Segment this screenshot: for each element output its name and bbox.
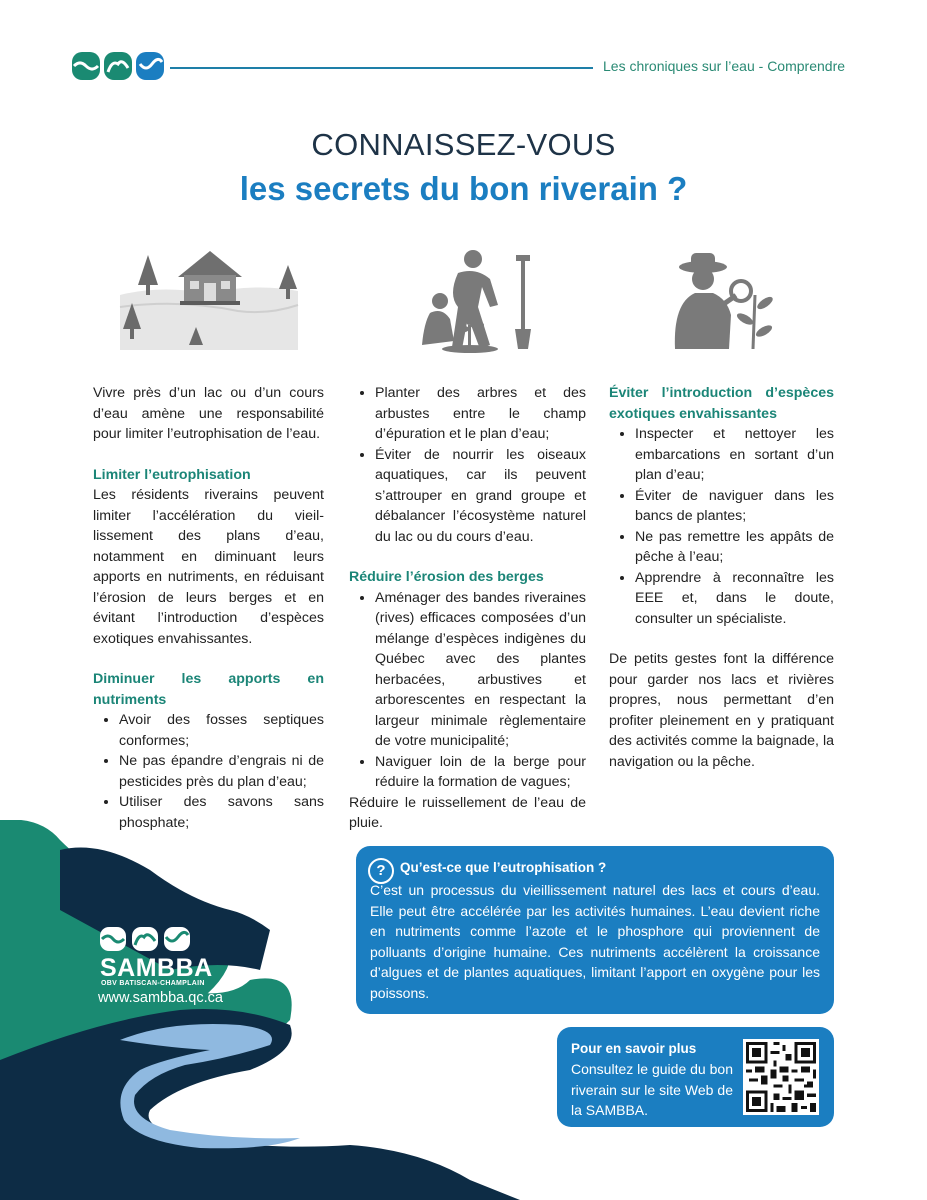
heading-limit-eutrophication: Limiter l’eutrophisation <box>93 466 251 483</box>
heading-reduce-nutrients: Diminuer les apports en nutriments <box>93 671 324 708</box>
list-item: • Ne pas épandre d’engrais ni de pesticides près du plan d’eau; <box>119 751 324 792</box>
list-item: • Planter des arbres et des arbustes entre le champ d’épuration et le plan d’eau; <box>375 383 586 445</box>
eutrophication-info-box <box>356 846 834 1014</box>
list-item: • Éviter de naviguer dans les bancs de plantes; <box>635 486 834 527</box>
house-trees-icon <box>118 245 300 355</box>
list-item: • Aménager des bandes riveraines (rives) efficaces composées d’un mélange d’espèces indigènes du Québec avec des plantes herbacées, arbustives et arborescentes en respectant la largeur minimale règlementaire de votre municipalité; <box>375 588 586 752</box>
page-title-line2: les secrets du bon riverain ? <box>239 170 688 207</box>
nutrients-list-continued <box>349 383 586 547</box>
header-rule <box>170 67 593 69</box>
series-title: Les chroniques sur l’eau - Comprendre <box>603 58 846 74</box>
list-item: • Avoir des fosses septiques conformes; <box>119 710 324 751</box>
page-title-line1: CONNAISSEZ-VOUS <box>311 127 616 162</box>
info-box-title: Qu’est-ce que l’eutrophisation ? <box>400 860 607 875</box>
org-subtitle: OBV BATISCAN-CHAMPLAIN <box>101 980 205 987</box>
intro-paragraph: Vivre près d’un lac ou d’un cours d’eau amène une responsabilité pour limiter l’eutrophisation de l’eau. <box>93 385 324 442</box>
question-circle-icon: ? <box>368 858 394 884</box>
nutrients-list <box>93 710 324 833</box>
column-3 <box>609 383 834 772</box>
column-1 <box>93 383 324 833</box>
list-item: • Naviguer loin de la berge pour réduire la formation de vagues; <box>375 752 586 793</box>
qr-code-icon[interactable] <box>743 1039 819 1115</box>
info-box-body: C’est un processus du vieillissement naturel des lacs et cours d’eau. Elle peut être accélérée par les activités humaines. L’eau devient riche en nutriments comme l’azote et le phosphore qui proviennent de polluants d’origine humaine. Ces nutriments accélèrent la croissance d’algues et de plantes aquatiques, limitant l’apport en oxygène pour les poissons. <box>370 882 820 1001</box>
invasive-list <box>609 424 834 629</box>
erosion-list <box>349 588 586 793</box>
org-website-link[interactable]: www.sambba.qc.ca <box>98 990 223 1006</box>
list-item: • Apprendre à reconnaître les EEE et, dans le doute, consulter un spécialiste. <box>635 568 834 630</box>
limit-eutrophication-paragraph: Les résidents riverains peuvent limiter l’accélération du vieillissement des plans d’eau, notamment en diminuant leurs apports en nutriments, en réduisant l’érosion de leurs berges et en évitant l’introduction d’espèces exotiques envahissantes. <box>93 487 324 647</box>
planting-tree-icon <box>418 245 540 355</box>
org-name: SAMBBA <box>100 954 213 982</box>
sambba-wave-logo-icon <box>72 50 164 82</box>
learn-more-body: Consultez le guide du bon riverain sur le site Web de la SAMBBA. <box>571 1061 733 1118</box>
runoff-line: Réduire le ruissellement de l’eau de pluie. <box>349 794 586 831</box>
list-item: • Utiliser des savons sans phosphate; <box>119 792 324 833</box>
list-item: • Inspecter et nettoyer les embarcations en sortant d’un plan d’eau; <box>635 424 834 486</box>
learn-more-title: Pour en savoir plus <box>571 1041 697 1056</box>
outro-paragraph: De petits gestes font la différence pour garder nos lacs et rivières propres, nous permettant d’en profiter pleinement en y pratiquant des activités comme la baignade, la navigation ou la pêche. <box>609 651 834 770</box>
sambba-logo-icon <box>100 925 190 953</box>
column-2 <box>349 383 586 834</box>
list-item: • Ne pas remettre les appâts de pêche à l’eau; <box>635 527 834 568</box>
heading-reduce-erosion: Réduire l’érosion des berges <box>349 569 544 585</box>
gardener-magnifier-icon <box>665 245 775 355</box>
learn-more-box <box>557 1027 834 1127</box>
list-item: • Éviter de nourrir les oiseaux aquatiques, car ils peuvent s’attrouper en grand groupe et débalancer l’écosystème naturel du lac ou du cours d’eau. <box>375 445 586 548</box>
heading-invasive-species: Éviter l’introduction d’espèces exotiques envahissantes <box>609 385 834 422</box>
